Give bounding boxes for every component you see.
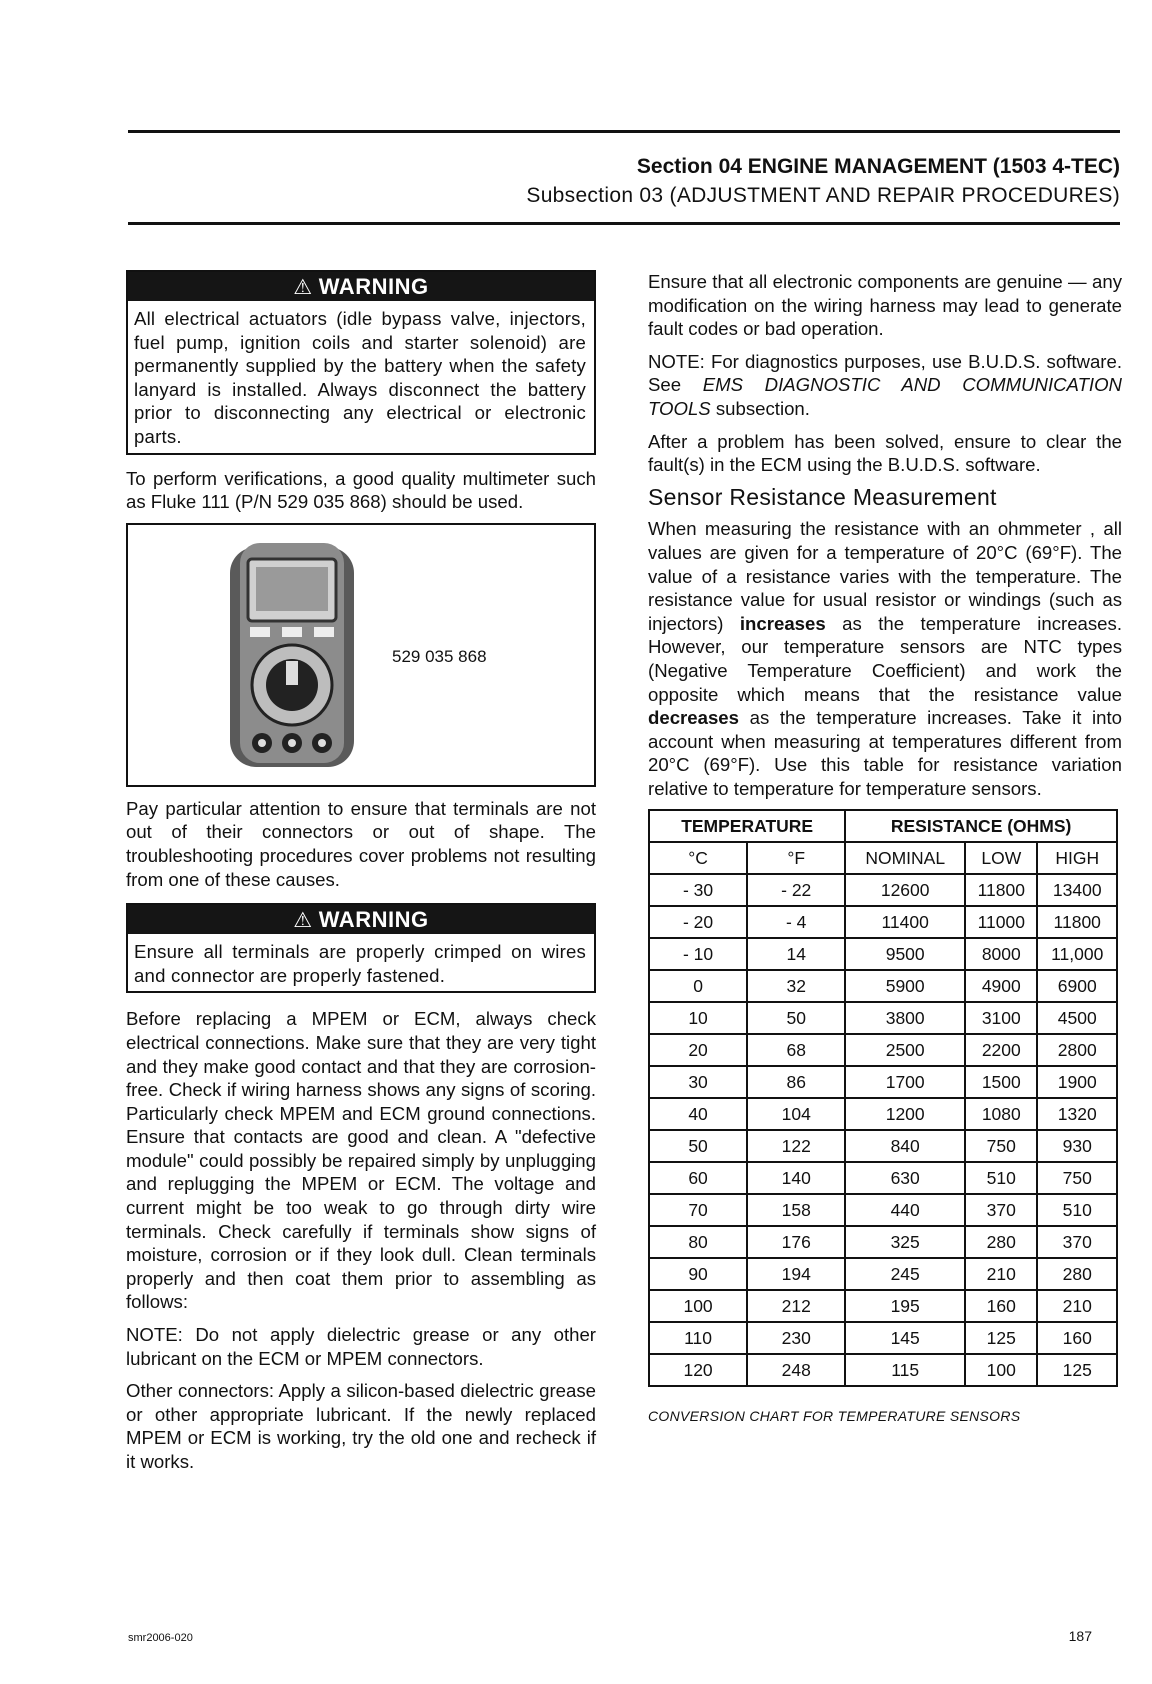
- note-label: NOTE:: [648, 350, 705, 372]
- table-cell: 110: [649, 1322, 747, 1354]
- table-row: [649, 970, 1117, 1002]
- table-cell: 125: [965, 1322, 1037, 1354]
- table-cell: 11400: [845, 906, 965, 938]
- table-cell: 210: [1037, 1290, 1117, 1322]
- table-subheader: °F: [747, 842, 845, 874]
- note: NOTE: Do not apply dielectric grease or any other lubricant on the ECM or MPEM connectors.: [126, 1324, 596, 1369]
- table-cell: 370: [965, 1194, 1037, 1226]
- table-cell: 140: [747, 1162, 845, 1194]
- table-cell: - 10: [649, 938, 747, 970]
- table-cell: 104: [747, 1098, 845, 1130]
- table-cell: 440: [845, 1194, 965, 1226]
- table-cell: 370: [1037, 1226, 1117, 1258]
- table-cell: 280: [1037, 1258, 1117, 1290]
- table-cell: 2200: [965, 1034, 1037, 1066]
- table-cell: 60: [649, 1162, 747, 1194]
- table-header-temperature: TEMPERATURE: [649, 810, 845, 842]
- table-cell: 210: [965, 1258, 1037, 1290]
- table-cell: 510: [1037, 1194, 1117, 1226]
- table-cell: 3800: [845, 1002, 965, 1034]
- table-cell: 40: [649, 1098, 747, 1130]
- table-cell: 86: [747, 1066, 845, 1098]
- table-row: [649, 1130, 1117, 1162]
- table-cell: 100: [965, 1354, 1037, 1386]
- table-row: [649, 1162, 1117, 1194]
- table-row: [649, 1322, 1117, 1354]
- table-row: [649, 906, 1117, 938]
- table-cell: 32: [747, 970, 845, 1002]
- paragraph: After a problem has been solved, ensure to clear the fault(s) in the ECM using the B.U.D.S. software.: [648, 430, 1122, 476]
- section-heading: Sensor Resistance Measurement: [648, 483, 997, 510]
- table-subheader: LOW: [965, 842, 1037, 874]
- paragraph: Pay particular attention to ensure that terminals are not out of their connectors or out of shape. The troubleshooting procedures cover problems not resulting from one of these causes.: [126, 797, 596, 890]
- table-cell: 230: [747, 1322, 845, 1354]
- table-cell: 0: [649, 970, 747, 1002]
- table-row: [649, 1258, 1117, 1290]
- section-title: Section 04 ENGINE MANAGEMENT (1503 4-TEC): [636, 155, 1120, 178]
- table-cell: 20: [649, 1034, 747, 1066]
- page-number: 187: [1068, 1628, 1092, 1644]
- table-cell: 840: [845, 1130, 965, 1162]
- table-cell: 145: [845, 1322, 965, 1354]
- table-cell: 4500: [1037, 1002, 1117, 1034]
- table-cell: 750: [1037, 1162, 1117, 1194]
- table-header-resistance: RESISTANCE (OHMS): [845, 810, 1117, 842]
- table-cell: 122: [747, 1130, 845, 1162]
- table-subheader: °C: [649, 842, 747, 874]
- warning-text: All electrical actuators (idle bypass valve, injectors, fuel pump, ignition coils and starter solenoid) are permanently supplied by the battery when the safety lanyard is installed. Always disconnect the battery prior to disconnecting any electrical or electronic parts.: [134, 308, 586, 447]
- multimeter-icon: [226, 537, 358, 771]
- paragraph: Ensure that all electronic components are genuine — any modification on the wiring harness may lead to generate fault codes or bad operation.: [648, 271, 1122, 340]
- table-cell: 9500: [845, 938, 965, 970]
- table-cell: - 4: [747, 906, 845, 938]
- table-cell: 11000: [965, 906, 1037, 938]
- table-cell: 68: [747, 1034, 845, 1066]
- table-cell: 12600: [845, 874, 965, 906]
- warning-text: Ensure all terminals are properly crimped on wires and connector are properly fastened.: [134, 941, 586, 986]
- figure-part-number: 529 035 868: [392, 646, 487, 666]
- table-cell: 13400: [1037, 874, 1117, 906]
- table-cell: 160: [1037, 1322, 1117, 1354]
- table-row: [649, 1066, 1117, 1098]
- table-cell: 100: [649, 1290, 747, 1322]
- table-cell: 10: [649, 1002, 747, 1034]
- table-cell: 5900: [845, 970, 965, 1002]
- table-cell: 70: [649, 1194, 747, 1226]
- right-column: [648, 270, 1122, 1429]
- table-cell: 80: [649, 1226, 747, 1258]
- table-cell: 50: [747, 1002, 845, 1034]
- table-cell: 1080: [965, 1098, 1037, 1130]
- left-column: [126, 270, 596, 1483]
- warning-title: ⚠ WARNING: [128, 905, 594, 934]
- table-cell: 120: [649, 1354, 747, 1386]
- table-cell: 158: [747, 1194, 845, 1226]
- warning-triangle-icon: ⚠: [293, 909, 313, 933]
- note-label: NOTE:: [126, 1324, 183, 1346]
- table-cell: 245: [845, 1258, 965, 1290]
- table-cell: 280: [965, 1226, 1037, 1258]
- table-cell: 630: [845, 1162, 965, 1194]
- paragraph: Other connectors: Apply a silicon-based dielectric grease or other appropriate lubricant. If the newly replaced MPEM or ECM is working, try the old one and recheck if it works.: [126, 1380, 596, 1472]
- table-cell: 11,000: [1037, 938, 1117, 970]
- table-row: [649, 874, 1117, 906]
- table-cell: 90: [649, 1258, 747, 1290]
- table-cell: 30: [649, 1066, 747, 1098]
- table-cell: - 30: [649, 874, 747, 906]
- table-cell: 1700: [845, 1066, 965, 1098]
- table-cell: 8000: [965, 938, 1037, 970]
- table-row: [649, 1226, 1117, 1258]
- table-cell: 50: [649, 1130, 747, 1162]
- cross-reference: EMS DIAGNOSTIC AND COMMUNICATION TOOLS: [648, 374, 1122, 419]
- table-cell: 1900: [1037, 1066, 1117, 1098]
- table-cell: 11800: [1037, 906, 1117, 938]
- table-cell: 194: [747, 1258, 845, 1290]
- table-row: [649, 1034, 1117, 1066]
- header-rule: [128, 222, 1120, 225]
- warning-title: ⚠ WARNING: [128, 272, 594, 301]
- table-cell: 4900: [965, 970, 1037, 1002]
- table-cell: 1200: [845, 1098, 965, 1130]
- table-row: [649, 1002, 1117, 1034]
- table-subheader: HIGH: [1037, 842, 1117, 874]
- table-cell: 510: [965, 1162, 1037, 1194]
- table-cell: 3100: [965, 1002, 1037, 1034]
- table-cell: 2500: [845, 1034, 965, 1066]
- table-cell: - 22: [747, 874, 845, 906]
- table-row: [649, 1354, 1117, 1386]
- table-cell: 125: [1037, 1354, 1117, 1386]
- table-cell: 212: [747, 1290, 845, 1322]
- table-cell: - 20: [649, 906, 747, 938]
- table-row: [649, 938, 1117, 970]
- top-rule: [128, 130, 1120, 133]
- paragraph: To perform verifications, a good quality multimeter such as Fluke 111 (P/N 529 035 868) should be used.: [126, 467, 596, 513]
- table-cell: 1500: [965, 1066, 1037, 1098]
- table-row: [649, 1290, 1117, 1322]
- table-cell: 176: [747, 1226, 845, 1258]
- warning-triangle-icon: ⚠: [293, 276, 313, 299]
- table-cell: 2800: [1037, 1034, 1117, 1066]
- table-cell: 750: [965, 1130, 1037, 1162]
- table-cell: 115: [845, 1354, 965, 1386]
- note: NOTE: For diagnostics purposes, use B.U.D.S. software. See EMS DIAGNOSTIC AND COMMUNICATION TOOLS subsection.: [648, 350, 1122, 419]
- table-cell: 1320: [1037, 1098, 1117, 1130]
- warning-box: [126, 270, 596, 455]
- table-cell: 11800: [965, 874, 1037, 906]
- table-cell: 930: [1037, 1130, 1117, 1162]
- resistance-table: [648, 809, 1118, 1387]
- paragraph: Before replacing a MPEM or ECM, always check electrical connections. Make sure that they are very tight and they make good contact and that they are corrosion-free. Check if wiring harness shows any signs of scoring. Particularly check MPEM and ECM ground connections. Ensure that contacts are good and clean. A "defective module" could possibly be repaired simply by unplugging and replugging the MPEM or ECM. The voltage and current might be too weak to go through dirty wire terminals. Check carefully if terminals show signs of moisture, corrosion or if they look dull. Clean terminals properly and then coat them prior to assembling as follows:: [126, 1008, 596, 1313]
- table-cell: 14: [747, 938, 845, 970]
- document-code: smr2006-020: [128, 1632, 193, 1644]
- table-cell: 195: [845, 1290, 965, 1322]
- table-cell: 248: [747, 1354, 845, 1386]
- table-cell: 6900: [1037, 970, 1117, 1002]
- table-caption: CONVERSION CHART FOR TEMPERATURE SENSORS: [648, 1408, 1021, 1425]
- table-subheader: NOMINAL: [845, 842, 965, 874]
- figure-box: [126, 523, 596, 787]
- table-row: [649, 1194, 1117, 1226]
- table-cell: 160: [965, 1290, 1037, 1322]
- paragraph: When measuring the resistance with an ohmmeter , all values are given for a temperature of 20°C (69°F). The value of a resistance varies with the temperature. The resistance value for usual resistor or windings (such as injectors) increases as the temperature increases. However, our temperature sensors are NTC types (Negative Temperature Coefficient) and work the opposite which means that the resistance value decreases as the temperature increases. Take it into account when measuring at temperatures different from 20°C (69°F). Use this table for resistance variation relative to temperature for temperature sensors.: [648, 518, 1122, 799]
- warning-box: [126, 903, 596, 993]
- table-cell: 325: [845, 1226, 965, 1258]
- subsection-title: Subsection 03 (ADJUSTMENT AND REPAIR PROCEDURES): [526, 184, 1120, 207]
- table-row: [649, 1098, 1117, 1130]
